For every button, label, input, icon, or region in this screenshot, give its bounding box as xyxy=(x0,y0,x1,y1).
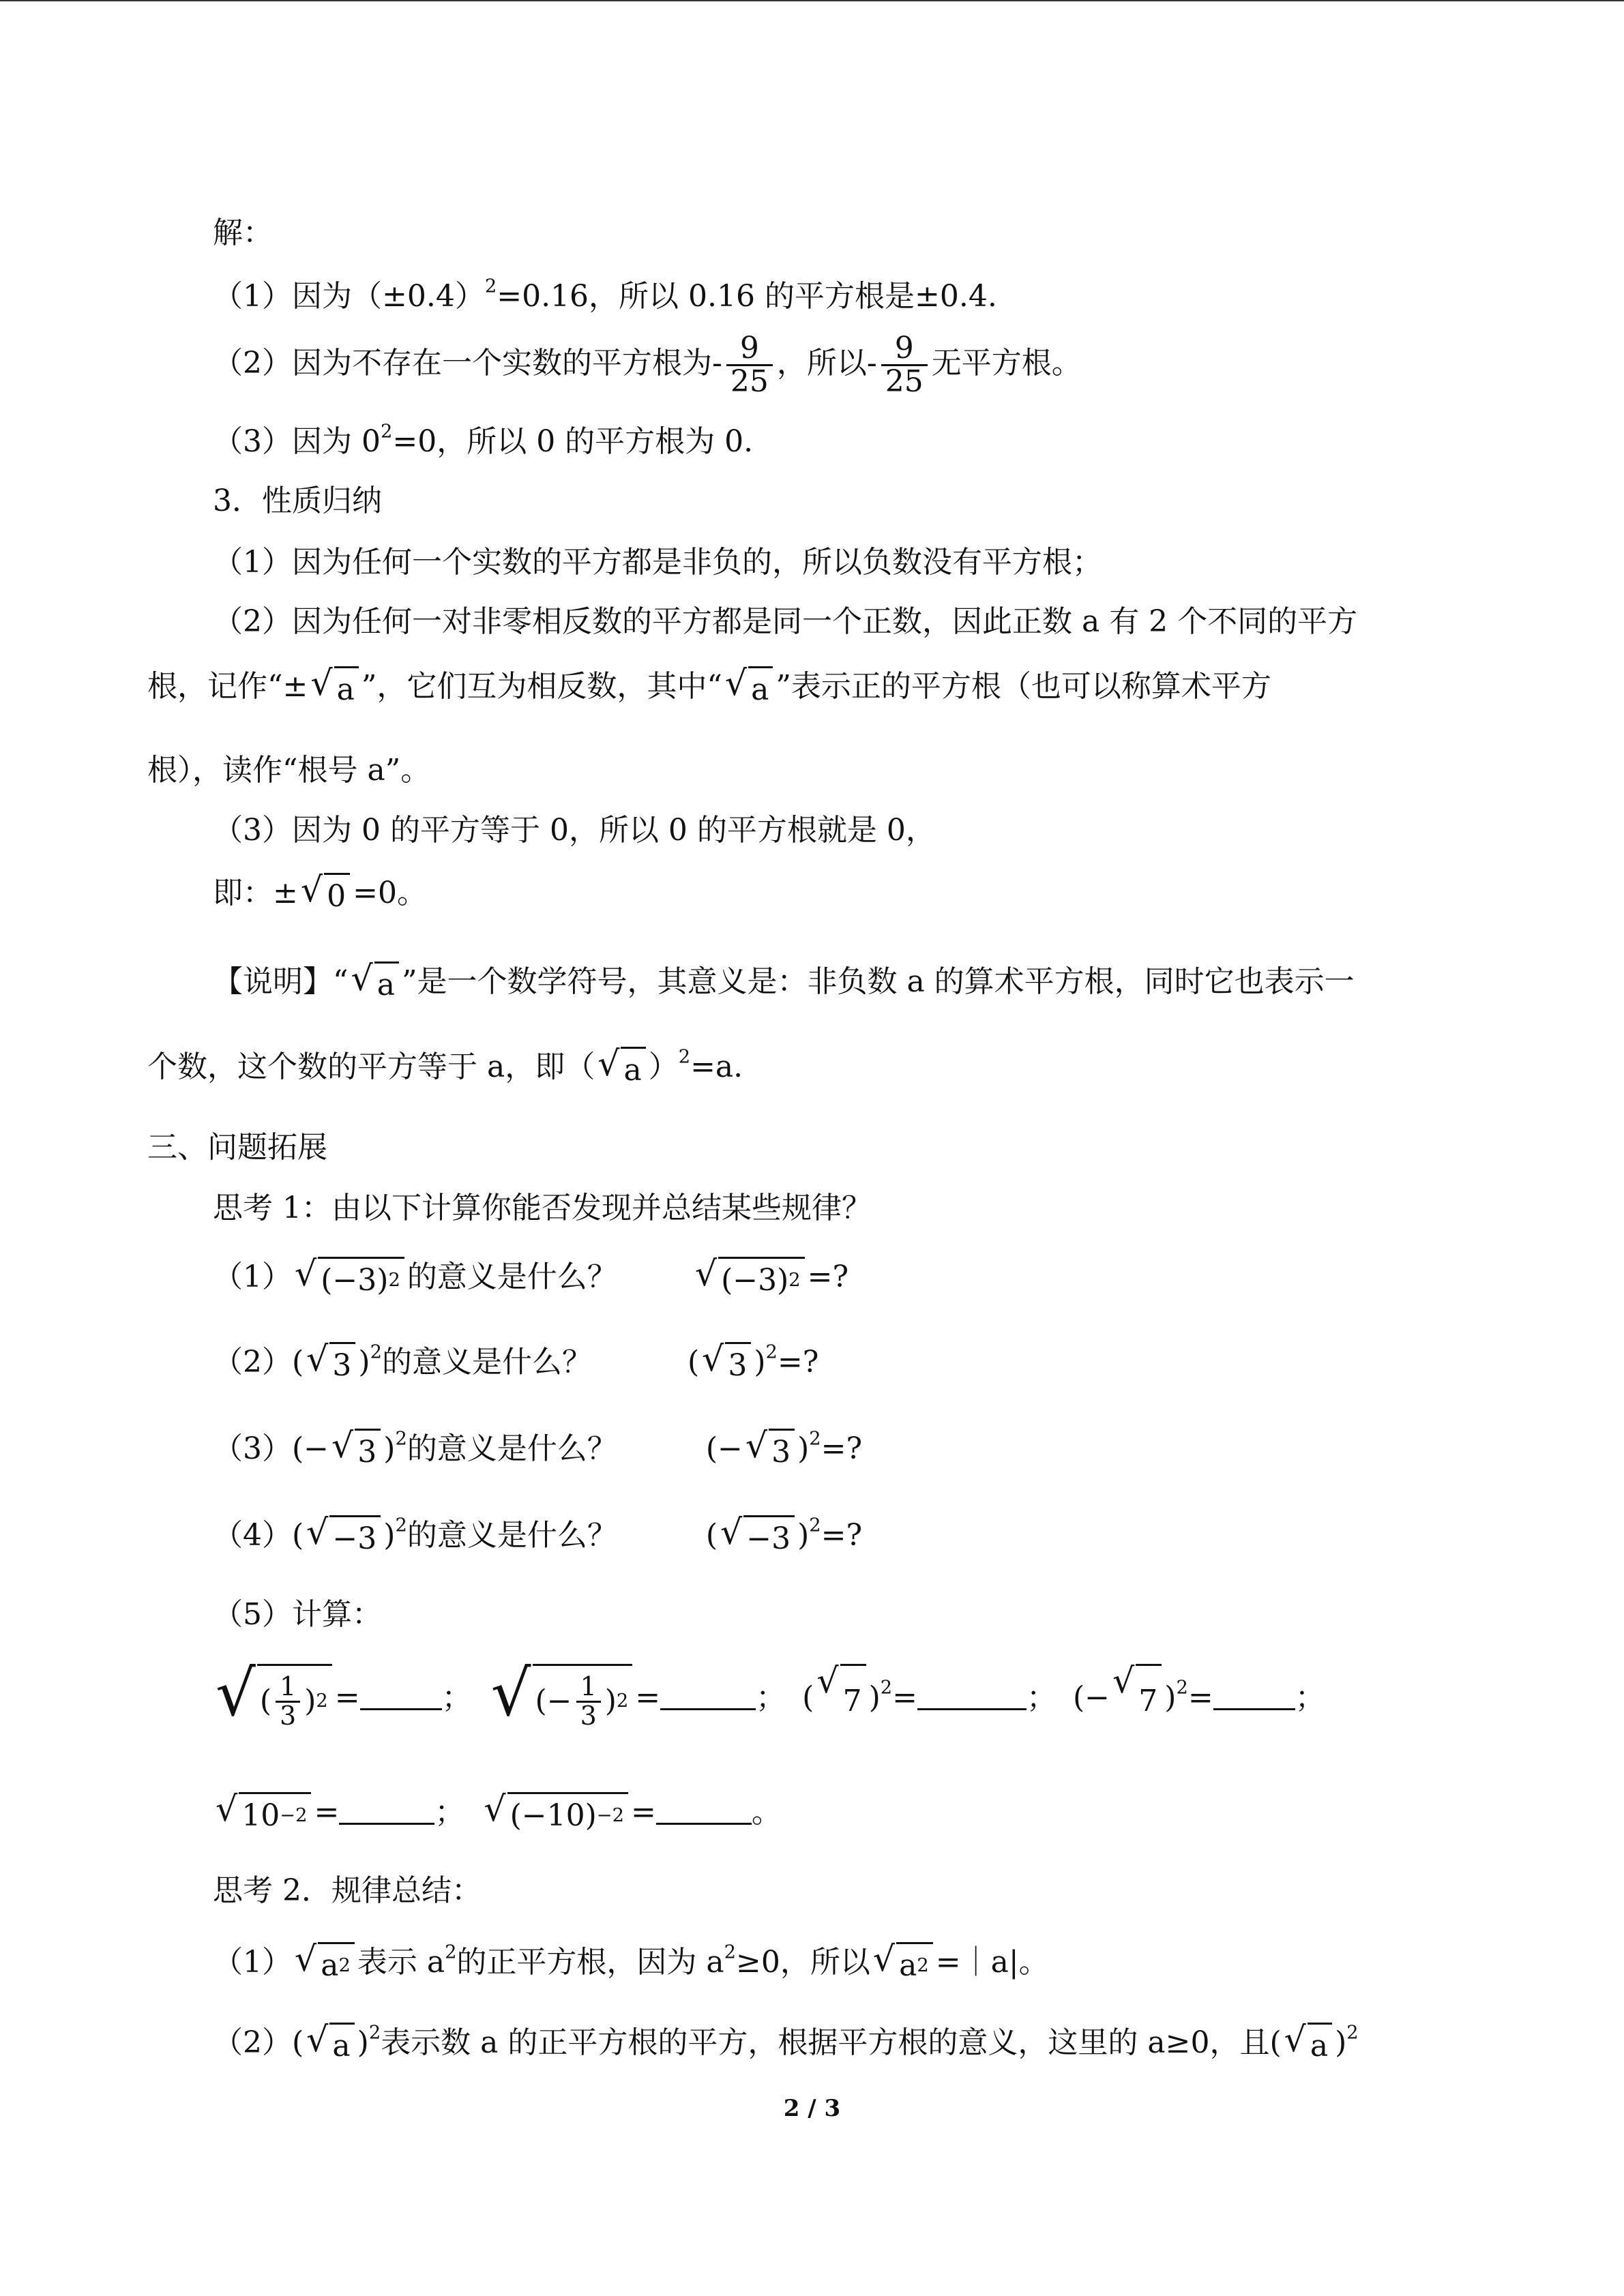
rule-1 xyxy=(213,1939,1049,1986)
equals: = xyxy=(334,1680,360,1715)
radical-0 xyxy=(300,869,350,917)
radical-sign: √ xyxy=(745,1425,768,1465)
s3-text-a: （3）因为 0 xyxy=(213,424,381,459)
equals: = xyxy=(635,1680,661,1715)
answer-blank-6[interactable] xyxy=(656,1795,752,1825)
q3-paren-close: ) xyxy=(797,1431,810,1466)
p3b-text-b: =0。 xyxy=(353,876,427,910)
equals: = xyxy=(1187,1680,1213,1715)
solution-label: 解： xyxy=(213,215,273,250)
radical-sign: √ xyxy=(331,1425,354,1465)
note2-text-b: ） xyxy=(648,1049,679,1084)
radical-a-second xyxy=(724,663,773,711)
question-5: （5）计算： xyxy=(213,1597,382,1632)
think-1: 思考 1：由以下计算你能否发现并总结某些规律？ xyxy=(213,1191,872,1225)
answer-blank-1[interactable] xyxy=(360,1681,442,1710)
q2-text: 的意义是什么？ xyxy=(381,1345,592,1380)
radicand: a xyxy=(621,1047,645,1091)
note2-text-d: =a. xyxy=(690,1049,743,1084)
note-text-a: 【说明】“ xyxy=(213,964,349,999)
rule1-label: （1） xyxy=(213,1945,292,1980)
radical-sign: √ xyxy=(724,663,748,703)
radical-sign: √ xyxy=(295,1939,317,1979)
radicand: a xyxy=(748,666,773,711)
q3-question: =? xyxy=(821,1431,863,1466)
s1-text-a: （1）因为（±0.4） xyxy=(213,279,485,314)
radical-sign: √ xyxy=(490,1656,531,1730)
radical-sign: √ xyxy=(310,663,333,703)
radical-10-neg2 xyxy=(216,1789,311,1836)
radical-7 xyxy=(816,1660,866,1735)
p2-text-c: ”表示正的平方根（也可以称算术平方 xyxy=(776,669,1271,704)
property-3-conclusion xyxy=(213,869,427,917)
radicand: 3 xyxy=(329,1342,355,1386)
page-top-border xyxy=(0,0,1624,1)
answer-blank-3[interactable] xyxy=(917,1681,1027,1710)
fraction-9-25-second xyxy=(881,333,928,398)
radicand: ( $\frac{1}{3}$ ) 2 xyxy=(257,1664,332,1735)
property-1: （1）因为任何一个实数的平方都是非负的，所以负数没有平方根； xyxy=(213,545,1102,580)
note-line-1 xyxy=(213,958,1355,1006)
radicand: a 2 xyxy=(896,1942,933,1986)
equals: = xyxy=(892,1680,917,1715)
radicand: (−3) 2 xyxy=(318,1257,404,1301)
q2-paren-close: ) xyxy=(754,1345,766,1380)
paren-open: (− xyxy=(1072,1680,1110,1715)
radical-neg3-second xyxy=(720,1512,795,1560)
q4-text: 的意义是什么？ xyxy=(407,1518,617,1553)
rule1-text-h: =｜a|。 xyxy=(935,1945,1049,1980)
radicand: −3 xyxy=(743,1515,795,1560)
radical-sign: √ xyxy=(306,1512,329,1552)
fraction-denominator: 3 xyxy=(276,1701,300,1730)
radical-a xyxy=(351,958,399,1006)
s2-text-a: （2）因为不存在一个实数的平方根为- xyxy=(213,346,722,381)
rule2-text: 表示数 a 的正平方根的平方，根据平方根的意义，这里的 a≥0，且( xyxy=(381,2025,1282,2060)
radical-7-second xyxy=(1112,1660,1162,1735)
radical-sign: √ xyxy=(216,1789,238,1829)
note2-exponent: 2 xyxy=(678,1046,691,1068)
radicand-base: (−3) xyxy=(721,1263,789,1298)
radicand-base: (−10) xyxy=(510,1798,597,1833)
radical-sign: √ xyxy=(720,1512,743,1552)
rule1-exponent: 2 xyxy=(445,1941,457,1963)
q3-paren: ) xyxy=(383,1431,396,1466)
q4-paren: ) xyxy=(383,1518,396,1553)
radical-one-third-squared xyxy=(216,1656,332,1735)
section-3-title: 三、问题拓展 xyxy=(147,1130,327,1165)
radical-sign: √ xyxy=(306,1339,329,1379)
radical-3-second xyxy=(702,1339,751,1386)
equals: = xyxy=(630,1795,656,1830)
rule2-paren-close: ) xyxy=(1335,2025,1347,2060)
separator: ； xyxy=(441,1680,472,1715)
answer-blank-5[interactable] xyxy=(339,1795,434,1825)
q3-paren-open: (− xyxy=(705,1431,743,1466)
radical-a xyxy=(306,2019,354,2067)
note2-text-a: 个数，这个数的平方等于 a，即（ xyxy=(147,1049,595,1084)
fraction-denominator: 25 xyxy=(726,364,773,398)
q2-paren-open: ( xyxy=(687,1345,700,1380)
period: 。 xyxy=(751,1795,782,1830)
q4-exponent: 2 xyxy=(395,1515,407,1536)
fraction-numerator: 9 xyxy=(739,331,759,366)
solution-line-2 xyxy=(213,333,1082,398)
separator: ； xyxy=(756,1680,786,1715)
radical-sign: √ xyxy=(872,1939,896,1979)
fraction-1-3 xyxy=(576,1673,601,1730)
s3-text-c: =0，所以 0 的平方根为 0. xyxy=(392,424,754,459)
answer-blank-4[interactable] xyxy=(1213,1681,1295,1710)
rule1-text-b: 表示 a xyxy=(357,1945,445,1980)
radical-neg10-neg2 xyxy=(484,1789,628,1836)
rule1-text-d: 的正平方根，因为 a xyxy=(456,1945,724,1980)
radicand: 7 xyxy=(840,1664,866,1735)
fraction-1-3 xyxy=(276,1673,300,1730)
paren-minus: (− xyxy=(535,1684,572,1718)
q2-exponent-second: 2 xyxy=(765,1341,778,1363)
q3-exponent: 2 xyxy=(395,1428,407,1450)
p3b-text-a: 即：± xyxy=(213,876,298,910)
radicand-base: a xyxy=(321,1948,339,1983)
radical-neg3 xyxy=(306,1512,381,1560)
rule-2 xyxy=(213,2019,1359,2067)
question-3 xyxy=(213,1425,863,1473)
radical-3 xyxy=(331,1425,381,1473)
solution-line-1 xyxy=(213,276,997,317)
radicand-base: (−3) xyxy=(321,1263,389,1298)
radical-a xyxy=(597,1043,645,1091)
rule1-exponent-2: 2 xyxy=(724,1941,736,1963)
q4-paren-close: ) xyxy=(797,1518,810,1553)
radicand: (−3) 2 xyxy=(718,1257,805,1301)
s1-text-c: =0.16，所以 0.16 的平方根是±0.4. xyxy=(497,279,997,314)
q1-label: （1） xyxy=(213,1259,292,1294)
think-2: 思考 2．规律总结： xyxy=(213,1873,482,1908)
exponent: 2 xyxy=(880,1677,893,1699)
radicand: 3 xyxy=(725,1342,751,1386)
fraction-numerator: 9 xyxy=(894,331,914,366)
page-number: 2 / 3 xyxy=(783,2095,841,2122)
calc-line-1 xyxy=(213,1656,1325,1735)
property-3: （3）因为 0 的平方等于 0，所以 0 的平方根就是 0， xyxy=(213,813,936,848)
separator: ； xyxy=(434,1795,465,1830)
radical-sign: √ xyxy=(597,1043,620,1084)
radical-sign: √ xyxy=(306,2019,329,2059)
property-2-line-1: （2）因为任何一对非零相反数的平方都是同一个正数，因此正数 a 有 2 个不同的平方 xyxy=(213,604,1358,639)
radicand: 10 −2 xyxy=(239,1792,311,1836)
s1-exponent: 2 xyxy=(484,275,497,297)
heading-properties: 3．性质归纳 xyxy=(213,483,382,518)
rule2-paren: ) xyxy=(357,2025,369,2060)
q2-question: =? xyxy=(777,1345,819,1380)
q2-exponent: 2 xyxy=(370,1341,382,1363)
radical-3 xyxy=(306,1339,355,1386)
calc-line-2 xyxy=(213,1789,782,1836)
property-2-line-3: 根），读作“根号 a”。 xyxy=(147,753,431,788)
radical-a-squared xyxy=(295,1939,355,1986)
radical-a-second xyxy=(1284,2019,1332,2067)
q4-question: =? xyxy=(821,1518,863,1553)
q2-paren: ) xyxy=(358,1345,370,1380)
radicand: (− $\frac{1}{3}$ ) 2 xyxy=(533,1664,633,1735)
property-2-line-2 xyxy=(147,663,1271,711)
radicand: a 2 xyxy=(318,1942,355,1986)
answer-blank-2[interactable] xyxy=(660,1681,756,1710)
separator: ； xyxy=(1295,1680,1325,1715)
fraction-denominator: 25 xyxy=(881,364,928,398)
radical-sign: √ xyxy=(1284,2019,1306,2059)
radicand: (−10) −2 xyxy=(507,1792,628,1836)
paren-open: ( xyxy=(802,1680,814,1715)
radicand: −3 xyxy=(329,1515,381,1560)
radical-neg3-squared-second xyxy=(694,1253,805,1301)
paren-close: ) xyxy=(1164,1680,1177,1715)
solution-line-3 xyxy=(213,421,753,462)
question-4 xyxy=(213,1512,863,1560)
s3-exponent: 2 xyxy=(380,421,393,443)
q4-paren-open: ( xyxy=(705,1518,718,1553)
radical-a-squared-second xyxy=(872,1939,933,1986)
q1-text: 的意义是什么？ xyxy=(407,1259,617,1294)
paren-close: ) xyxy=(868,1680,881,1715)
radicand: 0 xyxy=(324,873,350,917)
radicand: 3 xyxy=(769,1429,795,1473)
radicand-base: a xyxy=(899,1948,917,1983)
p2-text-a: 根，记作“± xyxy=(147,669,308,704)
radical-3-second xyxy=(745,1425,795,1473)
radical-neg-one-third-squared xyxy=(490,1656,633,1735)
q3-text: 的意义是什么？ xyxy=(407,1431,617,1466)
q2-label: （2）( xyxy=(213,1345,304,1380)
radicand: 7 xyxy=(1136,1664,1162,1735)
fraction-numerator: 1 xyxy=(280,1671,297,1701)
q3-exponent-second: 2 xyxy=(809,1428,821,1450)
radical-sign: √ xyxy=(694,1253,718,1294)
s2-text-c: 无平方根。 xyxy=(931,346,1082,381)
radicand: 3 xyxy=(355,1429,381,1473)
q4-label: （4）( xyxy=(213,1518,304,1553)
rule2-label: （2）( xyxy=(213,2025,304,2060)
fraction-denominator: 3 xyxy=(576,1701,601,1730)
separator: ； xyxy=(1026,1680,1057,1715)
rule2-exponent-2: 2 xyxy=(1346,2022,1359,2044)
radicand: a xyxy=(329,2023,354,2067)
question-2 xyxy=(213,1339,819,1386)
rule1-text-g: ≥0，所以 xyxy=(736,1945,870,1980)
note-text-b: ”是一个数学符号，其意义是：非负数 a 的算术平方根，同时它也表示一 xyxy=(401,964,1355,999)
radical-neg3-squared xyxy=(295,1253,404,1301)
fraction-numerator: 1 xyxy=(580,1671,597,1701)
radical-sign: √ xyxy=(702,1339,724,1379)
rule2-exponent: 2 xyxy=(368,2022,381,2044)
radical-sign: √ xyxy=(816,1660,839,1701)
radical-sign: √ xyxy=(216,1656,256,1730)
q1-question: =? xyxy=(807,1259,849,1294)
radicand-base: 10 xyxy=(241,1798,280,1833)
radical-a xyxy=(310,663,358,711)
radicand: a xyxy=(334,666,359,711)
p2-text-b: ”，它们互为相反数，其中“ xyxy=(361,669,722,704)
q3-label: （3）(− xyxy=(213,1431,329,1466)
q4-exponent-second: 2 xyxy=(809,1515,821,1536)
fraction-9-25 xyxy=(726,333,773,398)
radicand: a xyxy=(1308,2023,1332,2067)
radical-sign: √ xyxy=(351,958,373,998)
radical-sign: √ xyxy=(1112,1660,1135,1701)
note-line-2 xyxy=(147,1043,743,1091)
s2-text-b: ，所以- xyxy=(776,346,877,381)
radical-sign: √ xyxy=(300,869,323,910)
radical-sign: √ xyxy=(484,1789,506,1829)
equals: = xyxy=(314,1795,340,1830)
radicand: a xyxy=(374,961,399,1006)
question-1 xyxy=(213,1253,849,1301)
radical-sign: √ xyxy=(295,1253,317,1294)
exponent: 2 xyxy=(1176,1677,1188,1699)
